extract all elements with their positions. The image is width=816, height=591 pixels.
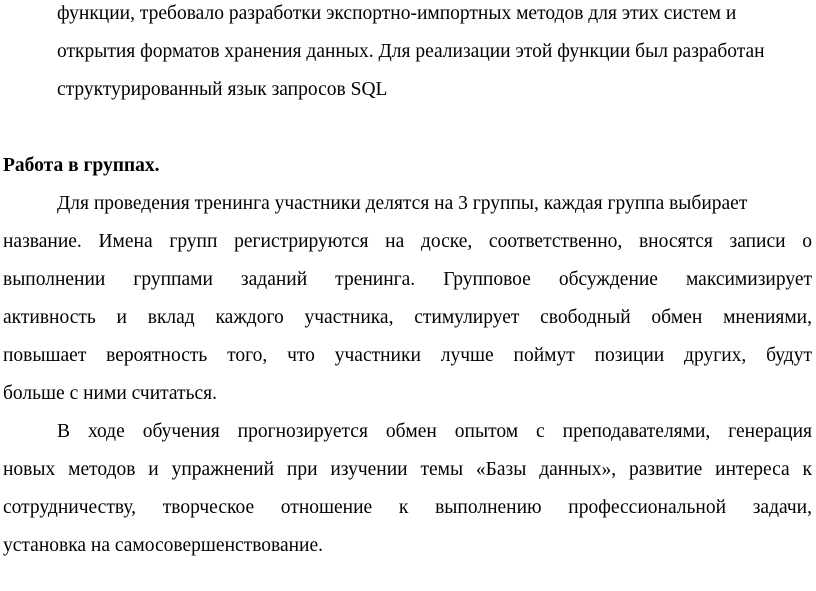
text-line: функции, требовало разработки экспортно-импортных методов для этих систем и <box>57 3 737 24</box>
text-line: открытия форматов хранения данных. Для реализации этой функции был разработан <box>57 41 765 62</box>
text-line: больше с ними считаться. <box>3 383 217 404</box>
section-heading: Работа в группах. <box>3 155 160 176</box>
text-line: Для проведения тренинга участники делятся на 3 группы, каждая группа выбирает <box>57 193 748 214</box>
text-line: выполнении группами заданий тренинга. Групповое обсуждение максимизирует <box>3 269 812 290</box>
text-line: активность и вклад каждого участника, стимулирует свободный обмен мнениями, <box>3 307 812 328</box>
text-line: сотрудничеству, творческое отношение к выполнению профессиональной задачи, <box>3 497 812 518</box>
text-line: установка на самосовершенствование. <box>3 535 324 556</box>
text-line: структурированный язык запросов SQL <box>57 79 388 100</box>
text-line: новых методов и упражнений при изучении темы «Базы данных», развитие интереса к <box>3 459 812 480</box>
text-line: повышает вероятность того, что участники лучше поймут позиции других, будут <box>3 345 812 366</box>
text-line: название. Имена групп регистрируются на доске, соответственно, вносятся записи о <box>3 231 812 252</box>
text-line: В ходе обучения прогнозируется обмен опытом с преподавателями, генерация <box>57 421 812 442</box>
